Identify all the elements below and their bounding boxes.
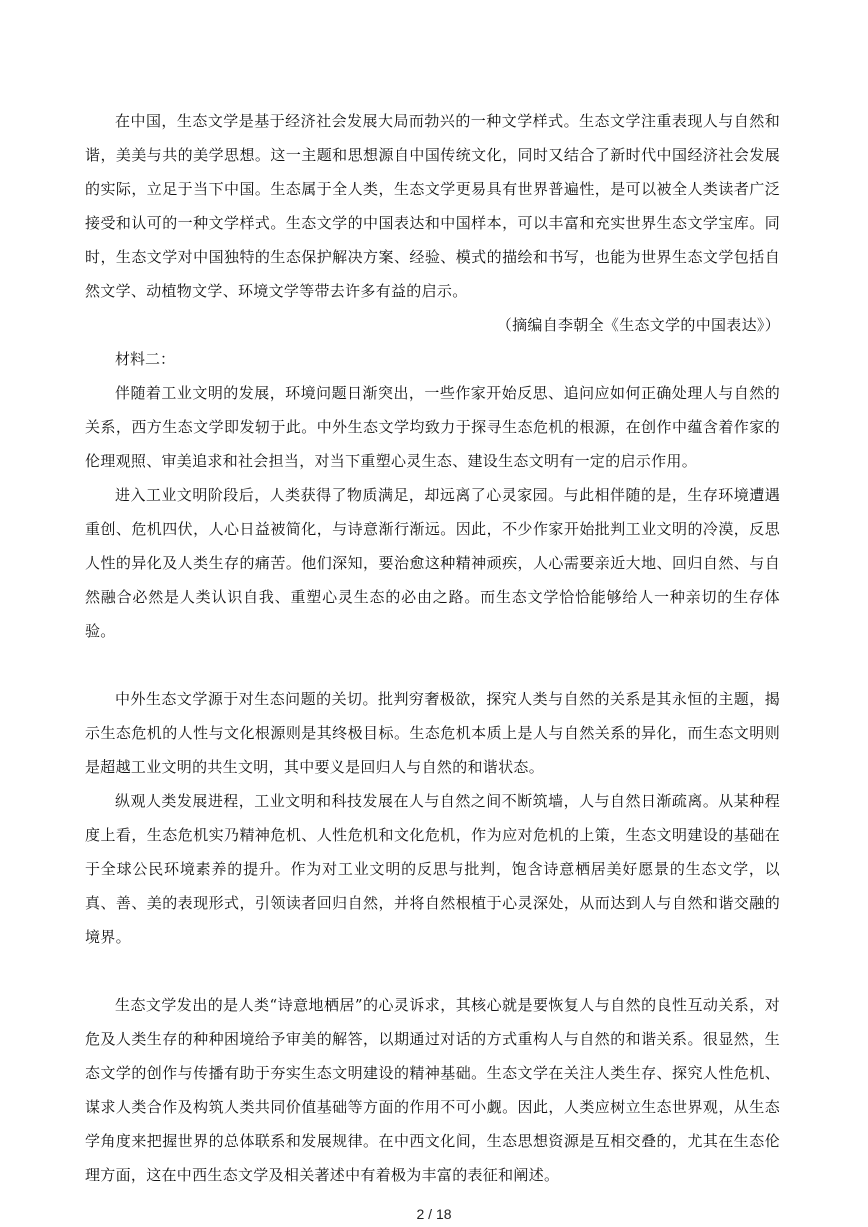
material-label: 材料二： [115,350,176,368]
blank-line [85,648,780,682]
paragraph: 在中国，生态文学是基于经济社会发展大局而勃兴的一种文学样式。生态文学注重表现人与自然和谐，美美与共的美学思想。这一主题和思想源自中国传统文化，同时又结合了新时代中国经济社会发展的实际，立足于当下中国。生态属于全人类，生态文学更易具有世界普遍性，是可以被全人类读者广泛接受和认可的一种文学样式。生态文学的中国表达和中国样本，可以丰富和充实世界生态文学宝库。同时，生态文学对中国独特的生态保护解决方案、经验、模式的描绘和书写，也能为世界生态文学包括自然文学、动植物文学、环境文学等带去许多有益的启示。 [85,112,780,300]
paragraph: 生态文学发出的是人类“诗意地栖居”的心灵诉求，其核心就是要恢复人与自然的良性互动关系，对危及人类生存的种种困境给予审美的解答，以期通过对话的方式重构人与自然的和谐关系。很显然，生态文学的创作与传播有助于夯实生态文明建设的精神基础。生态文学在关注人类生存、探究人性危机、谋求人类合作及构筑人类共同价值基础等方面的作用不可小觑。因此，人类应树立生态世界观，从生态学角度来把握世界的总体联系和发展规律。在中西文化间，生态思想资源是互相交叠的，尤其在生态伦理方面，这在中西生态文学及相关著述中有着极为丰富的表征和阐述。 [85,996,780,1184]
blank-line [85,954,780,988]
document-body [85,104,780,1192]
page-number: 2 / 18 [416,1206,452,1222]
paragraph: 进入工业文明阶段后，人类获得了物质满足，却远离了心灵家园。与此相伴随的是，生存环境遭遇重创、危机四伏，人心日益被简化，与诗意渐行渐远。因此，不少作家开始批判工业文明的冷漠，反思人性的异化及人类生存的痛苦。他们深知，要治愈这种精神顽疾，人心需要亲近大地、回归自然、与自然融合必然是人类认识自我、重塑心灵生态的必由之路。而生态文学恰恰能够给人一种亲切的生存体验。 [85,486,780,640]
paragraph: 中外生态文学源于对生态问题的关切。批判穷奢极欲，探究人类与自然的关系是其永恒的主题，揭示生态危机的人性与文化根源则是其终极目标。生态危机本质上是人与自然关系的异化，而生态文明则是超越工业文明的共生文明，其中要义是回归人与自然的和谐状态。 [85,690,780,776]
paragraph: 纵观人类发展进程，工业文明和科技发展在人与自然之间不断筑墙，人与自然日渐疏离。从某种程度上看，生态危机实乃精神危机、人性危机和文化危机，作为应对危机的上策，生态文明建设的基础在于全球公民环境素养的提升。作为对工业文明的反思与批判，饱含诗意栖居美好愿景的生态文学，以真、善、美的表现形式，引领读者回归自然，并将自然根植于心灵深处，从而达到人与自然和谐交融的境界。 [85,792,780,946]
paragraph: 伴随着工业文明的发展，环境问题日渐突出，一些作家开始反思、追问应如何正确处理人与自然的关系，西方生态文学即发轫于此。中外生态文学均致力于探寻生态危机的根源，在创作中蕴含着作家的伦理观照、审美追求和社会担当，对当下重塑心灵生态、建设生态文明有一定的启示作用。 [85,384,780,470]
source-citation: （摘编自李朝全《生态文学的中国表达》） [496,316,780,334]
